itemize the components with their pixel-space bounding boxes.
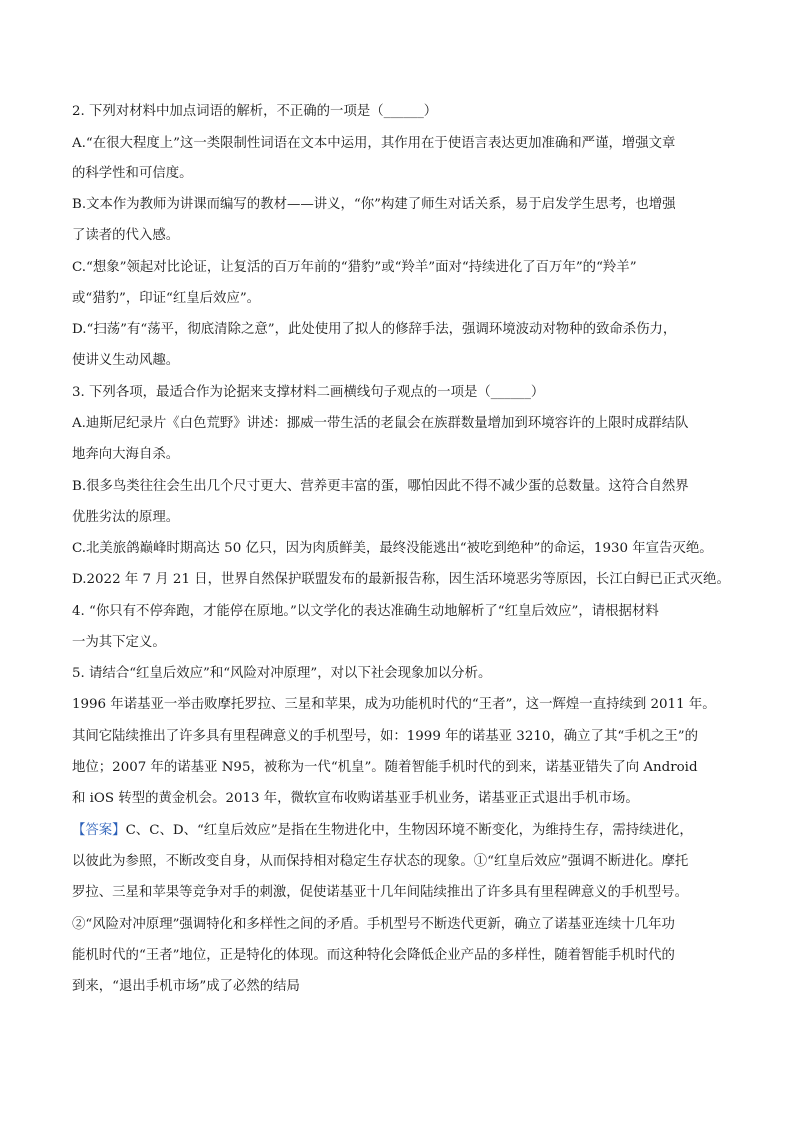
- question-5-material-line-2: 其间它陆续推出了许多具有里程碑意义的手机型号，如：1999 年的诺基亚 3210，确立了其“手机之王”的: [72, 729, 698, 744]
- question-5-material-line-1: 1996 年诺基亚一举击败摩托罗拉、三星和苹果，成为功能机时代的“王者”，这一辉煌一直持续到 2011 年。: [72, 697, 716, 712]
- question-2-option-b: B.文本作为教师为讲课而编写的教材——讲义，“你”构建了师生对话关系，易于启发学生思考，也增强: [72, 197, 676, 212]
- question-2-stem: 2. 下列对材料中加点词语的解析，不正确的一项是（______）: [72, 104, 438, 119]
- answer-line-4: ②“风险对冲原理”强调特化和多样性之间的矛盾。手机型号不断迭代更新，确立了诺基亚连续十几年功: [72, 917, 675, 932]
- question-2-option-a-cont: 的科学性和可信度。: [72, 166, 193, 181]
- answer-line-5: 能机时代的“王者”地位，正是特化的体现。而这种特化会降低企业产品的多样性，随着智能手机时代的: [72, 948, 675, 963]
- question-3-option-a: A.迪斯尼纪录片《白色荒野》讲述：挪威一带生活的老鼠会在族群数量增加到环境容许的上限时成群结队: [72, 416, 689, 431]
- question-3-option-c: C.北美旅鸽巅峰时期高达 50 亿只，因为肉质鲜美，最终没能逃出“被吃到绝种”的命运，1930 年宣告灭绝。: [72, 541, 713, 556]
- question-5-material-line-3: 地位；2007 年的诺基亚 N95，被称为一代“机皇”。随着智能手机时代的到来，诺基亚错失了向 Android: [72, 760, 698, 775]
- question-2-option-d-cont: 使讲义生动风趣。: [72, 353, 180, 368]
- question-2-option-d: D.“扫荡”有“荡平，彻底清除之意”，此处使用了拟人的修辞手法，强调环境波动对物种的致命杀伤力，: [72, 322, 677, 337]
- question-2-option-a: A.“在很大程度上”这一类限制性词语在文本中运用，其作用在于使语言表达更加准确和严谨，增强文章: [72, 136, 676, 151]
- question-2-option-b-cont: 了读者的代入感。: [72, 228, 180, 243]
- question-3-option-b: B.很多鸟类往往会生出几个尺寸更大、营养更丰富的蛋，哪怕因此不得不减少蛋的总数量。这符合自然界: [72, 479, 689, 494]
- question-4-stem-cont: 一为其下定义。: [72, 635, 166, 650]
- question-2-option-c-cont: 或“猎豹”，印证“红皇后效应”。: [72, 291, 261, 306]
- answer-text-start: C、C、D、“红皇后效应”是指在生物进化中，生物因环境不断变化，为维持生存，需持续进化，: [125, 823, 693, 838]
- question-5-material-line-4: 和 iOS 转型的黄金机会。2013 年，微软宣布收购诺基亚手机业务，诺基亚正式退出手机市场。: [72, 791, 639, 806]
- question-4-stem: 4. “你只有不停奔跑，才能停在原地。”以文学化的表达准确生动地解析了“红皇后效应”，请根据材料: [72, 604, 659, 619]
- question-2-option-c: C.“想象”领起对比论证，让复活的百万年前的“猎豹”或“羚羊”面对“持续进化了百万年”的“羚羊”: [72, 260, 637, 275]
- question-3-option-a-cont: 地奔向大海自杀。: [72, 447, 180, 462]
- answer-line-2: 以彼此为参照，不断改变自身，从而保持相对稳定生存状态的现象。①“红皇后效应”强调不断进化。摩托: [72, 854, 689, 869]
- answer-tag: 【答案】: [72, 823, 126, 838]
- answer-first-line: [72, 821, 732, 841]
- question-5-stem: 5. 请结合“红皇后效应”和“风险对冲原理”，对以下社会现象加以分析。: [72, 666, 492, 681]
- question-3-stem: 3. 下列各项，最适合作为论据来支撑材料二画横线句子观点的一项是（______）: [72, 385, 545, 400]
- question-3-option-d: D.2022 年 7 月 21 日，世界自然保护联盟发布的最新报告称，因生活环境恶劣等原因，长江白鲟已正式灭绝。: [72, 572, 730, 587]
- answer-line-3: 罗拉、三星和苹果等竞争对手的刺激，促使诺基亚十几年间陆续推出了许多具有里程碑意义的手机型号。: [72, 885, 688, 900]
- answer-line-6: 到来，“退出手机市场”成了必然的结局: [72, 979, 300, 994]
- question-3-option-b-cont: 优胜劣汰的原理。: [72, 510, 180, 525]
